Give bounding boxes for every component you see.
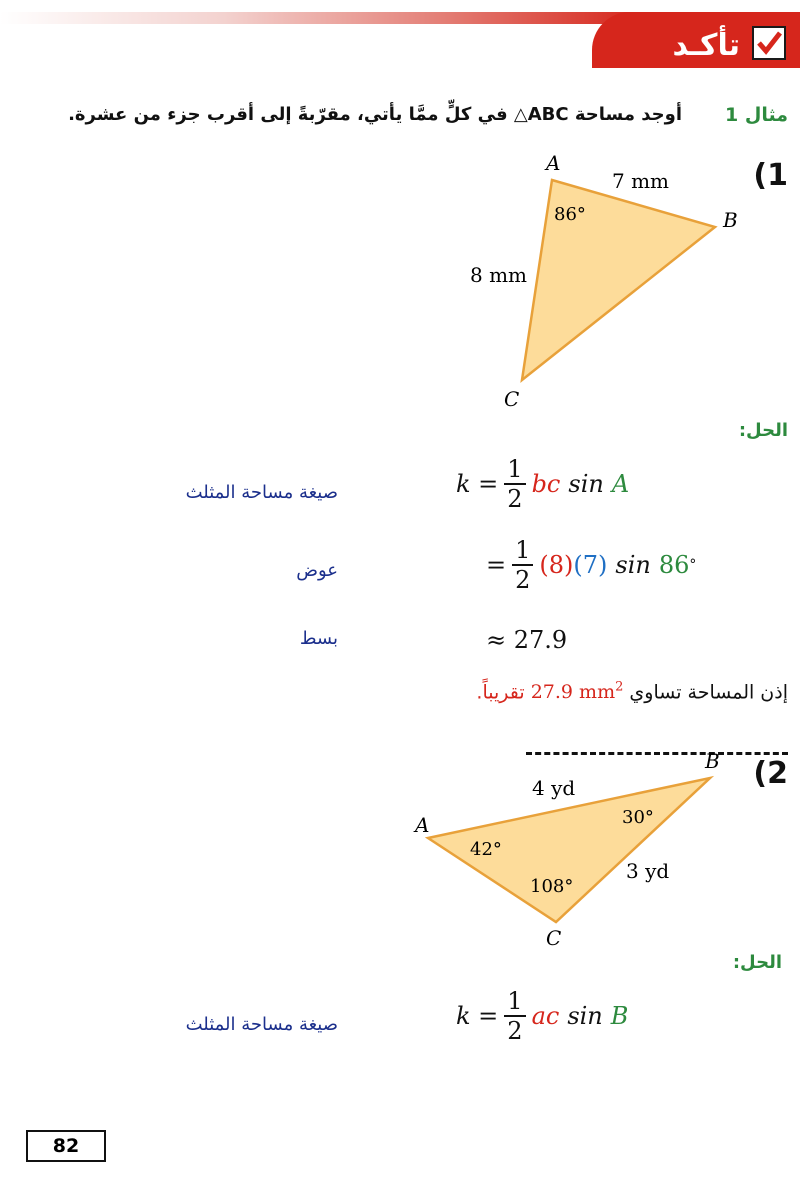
eq-prefix: k = [456,1002,499,1030]
check-icon [752,26,786,60]
step-2-equation [486,536,696,594]
example-instruction: أوجد مساحة ABC△ في كلٍّ ممَّا يأتي، مقرّبةً إلى أقرب جزء من عشرة. [68,104,682,125]
side-ac-label-1: 8 mm [470,263,528,287]
eq-sides: bc [531,470,561,498]
fraction: $\frac{1}{2}$ [504,455,525,513]
vertex-C-2: C [546,926,562,950]
eq-prefix: = [486,551,507,579]
step-3-equation: ≈ 27.9 [486,626,568,654]
solution-label-2: الحل: [732,952,782,973]
vertex-B-1: B [723,208,738,232]
step-1-reason: صيغة مساحة المثلث [185,482,338,503]
fraction: $\frac{1}{2}$ [512,536,533,594]
triangle-1-figure [430,150,760,420]
problem-1-number: (1 [753,158,788,193]
eq-value-2: (7) [573,551,608,579]
step-2-1-reason: صيغة مساحة المثلث [185,1014,338,1035]
example-label: مثال 1 [725,104,788,126]
fraction: $\frac{1}{2}$ [504,987,525,1045]
eq-sin: sin [568,470,604,498]
eq-degree: ° [689,557,697,573]
eq-angle: B [610,1002,629,1030]
step-1-equation [456,455,629,513]
angle-c-label-2: 108° [530,876,574,897]
vertex-A-2: A [415,813,430,837]
vertex-B-2: B [705,750,720,773]
side-bc-label-2: 3 yd [626,859,670,883]
eq-angle: A [611,470,630,498]
conclusion-value: 27.9 $mm^2$ [530,680,624,704]
angle-b-label-2: 30° [622,807,654,828]
conclusion-prefix: إذن المساحة تساوي [629,681,788,704]
eq-sides: ac [531,1002,560,1030]
eq-prefix: k = [456,470,499,498]
step-2-1-equation [456,987,628,1045]
eq-angle: 86 [658,551,690,579]
problem-2-number: (2 [753,756,788,791]
conclusion-1 [476,680,788,703]
triangle-1 [522,180,715,380]
vertex-C-1: C [504,387,520,411]
section-title: تأكـد [672,28,740,63]
side-ab-label-1: 7 mm [612,169,670,193]
step-3-reason: بسط [299,628,338,649]
angle-a-label-2: 42° [470,839,502,860]
solution-label-1: الحل: [738,420,788,441]
eq-sin: sin [615,551,651,579]
header-gradient-band [0,12,640,24]
step-2-reason: عوض [296,560,338,581]
side-ab-label-2: 4 yd [532,776,576,800]
page-number: 82 [26,1130,106,1162]
eq-value-1: (8) [539,551,574,579]
vertex-A-1: A [546,151,561,175]
angle-a-label-1: 86° [554,204,586,225]
eq-sin: sin [567,1002,603,1030]
triangle-2-figure [400,750,740,955]
conclusion-suffix: تقريباً. [476,681,525,704]
